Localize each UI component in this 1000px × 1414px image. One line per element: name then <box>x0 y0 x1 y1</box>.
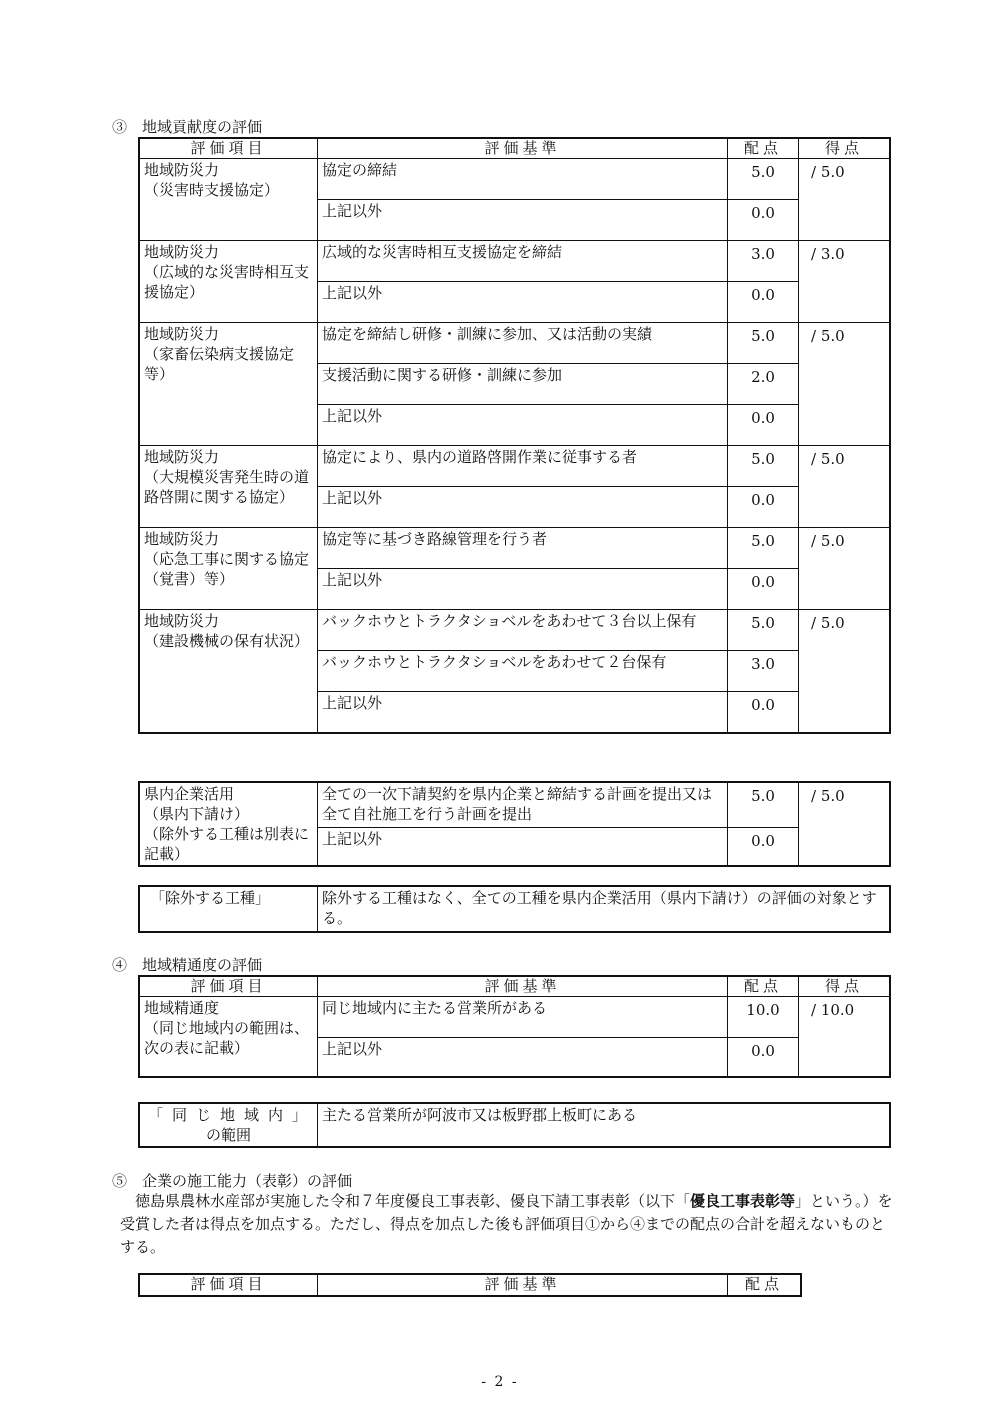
region-range-label <box>140 1104 318 1147</box>
criteria-cell: 上記以外 <box>318 1038 728 1077</box>
excluded-text: 除外する工種はなく、全ての工種を県内企業活用（県内下請け）の評価の対象とする。 <box>318 887 890 932</box>
item-cell: 地域防災力 （災害時支援協定） <box>140 159 318 241</box>
points-cell: 5.0 <box>728 783 799 828</box>
table-header-row <box>140 1275 801 1296</box>
section5-paragraph <box>120 1190 895 1259</box>
region-range-label-line2: の範囲 <box>205 1126 251 1144</box>
header-item: 評価項目 <box>140 139 318 159</box>
criteria-cell: 広域的な災害時相互支援協定を締結 <box>318 241 728 282</box>
excluded-worktypes-table <box>139 886 890 932</box>
paragraph-text-cont: 」という。）を受賞した者は得点を加点する。ただし、得点を加点した後も評価項目①から④までの配点の合計を超えないものとする。 <box>120 1192 893 1256</box>
item-cell: 地域防災力 （大規模災害発生時の道路啓開に関する協定） <box>140 446 318 528</box>
region-range-label-line1: 「同じ地域内」 <box>148 1106 317 1124</box>
points-cell: 0.0 <box>728 200 799 241</box>
criteria-cell: 協定の締結 <box>318 159 728 200</box>
points-cell: 2.0 <box>728 364 799 405</box>
header-criteria: 評価基準 <box>318 977 728 997</box>
criteria-cell: 上記以外 <box>318 487 728 528</box>
criteria-row <box>140 528 890 569</box>
score-cell: / 5.0 <box>799 446 890 528</box>
criteria-row <box>140 997 890 1038</box>
section4-title: ④ 地域精通度の評価 <box>112 956 263 974</box>
points-cell: 0.0 <box>728 692 799 733</box>
score-cell: / 5.0 <box>799 610 890 733</box>
region-range-text: 主たる営業所が阿波市又は板野郡上板町にある <box>318 1104 890 1147</box>
points-cell: 5.0 <box>728 610 799 651</box>
subcontract-table <box>139 782 890 866</box>
familiarity-table <box>139 976 890 1077</box>
item-cell: 地域防災力 （家畜伝染病支援協定等） <box>140 323 318 446</box>
criteria-cell: 上記以外 <box>318 405 728 446</box>
score-cell: / 5.0 <box>799 323 890 446</box>
paragraph-text: 徳島県農林水産部が実施した令和７年度優良工事表彰、優良下請工事表彰（以下「 <box>120 1192 691 1210</box>
criteria-cell: バックホウとトラクタショベルをあわせて２台保有 <box>318 651 728 692</box>
item-cell: 地域防災力 （建設機械の保有状況） <box>140 610 318 733</box>
points-cell: 10.0 <box>728 997 799 1038</box>
section3-title: ③ 地域貢献度の評価 <box>112 118 263 136</box>
criteria-cell: 同じ地域内に主たる営業所がある <box>318 997 728 1038</box>
points-cell: 0.0 <box>728 1038 799 1077</box>
score-cell: / 3.0 <box>799 241 890 323</box>
item-cell: 地域防災力 （広域的な災害時相互支援協定） <box>140 241 318 323</box>
criteria-row <box>140 323 890 364</box>
criteria-row <box>140 446 890 487</box>
section5-title: ⑤ 企業の施工能力（表彰）の評価 <box>112 1172 353 1190</box>
criteria-row <box>140 159 890 200</box>
score-cell: / 5.0 <box>799 783 890 866</box>
item-cell: 地域精通度 （同じ地域内の範囲は、次の表に記載） <box>140 997 318 1077</box>
header-item: 評価項目 <box>140 977 318 997</box>
header-score: 得点 <box>799 139 890 159</box>
criteria-cell: 上記以外 <box>318 692 728 733</box>
header-points: 配点 <box>728 977 799 997</box>
points-cell: 0.0 <box>728 569 799 610</box>
criteria-row <box>140 783 890 828</box>
points-cell: 3.0 <box>728 651 799 692</box>
region-range-table <box>139 1103 890 1147</box>
criteria-cell: バックホウとトラクタショベルをあわせて３台以上保有 <box>318 610 728 651</box>
item-cell: 地域防災力 （応急工事に関する協定（覚書）等） <box>140 528 318 610</box>
criteria-cell: 協定により、県内の道路啓開作業に従事する者 <box>318 446 728 487</box>
page-number: - 2 - <box>481 1374 519 1390</box>
criteria-cell: 協定を締結し研修・訓練に参加、又は活動の実績 <box>318 323 728 364</box>
header-criteria: 評価基準 <box>318 139 728 159</box>
score-cell: / 5.0 <box>799 528 890 610</box>
criteria-cell: 全ての一次下請契約を県内企業と締結する計画を提出又は全て自社施工を行う計画を提出 <box>318 783 728 828</box>
criteria-cell: 上記以外 <box>318 569 728 610</box>
award-table <box>139 1274 801 1296</box>
points-cell: 5.0 <box>728 159 799 200</box>
points-cell: 0.0 <box>728 487 799 528</box>
item-cell: 県内企業活用 （県内下請け） （除外する工種は別表に記載） <box>140 783 318 866</box>
points-cell: 5.0 <box>728 323 799 364</box>
score-cell: / 5.0 <box>799 159 890 241</box>
points-cell: 5.0 <box>728 528 799 569</box>
header-points: 配点 <box>728 139 799 159</box>
paragraph-bold-term: 優良工事表彰等 <box>690 1192 796 1210</box>
criteria-cell: 上記以外 <box>318 200 728 241</box>
points-cell: 0.0 <box>728 405 799 446</box>
header-criteria: 評価基準 <box>318 1275 728 1296</box>
criteria-cell: 上記以外 <box>318 282 728 323</box>
points-cell: 0.0 <box>728 827 799 865</box>
contribution-table <box>139 138 890 733</box>
header-item: 評価項目 <box>140 1275 318 1296</box>
criteria-row <box>140 610 890 651</box>
header-points: 配点 <box>728 1275 801 1296</box>
points-cell: 0.0 <box>728 282 799 323</box>
header-score: 得点 <box>799 977 890 997</box>
points-cell: 5.0 <box>728 446 799 487</box>
criteria-cell: 支援活動に関する研修・訓練に参加 <box>318 364 728 405</box>
excluded-label: 「除外する工種」 <box>140 887 318 932</box>
table-header-row <box>140 139 890 159</box>
criteria-cell: 協定等に基づき路線管理を行う者 <box>318 528 728 569</box>
table-header-row <box>140 977 890 997</box>
criteria-row <box>140 241 890 282</box>
score-cell: / 10.0 <box>799 997 890 1077</box>
criteria-cell: 上記以外 <box>318 827 728 865</box>
points-cell: 3.0 <box>728 241 799 282</box>
